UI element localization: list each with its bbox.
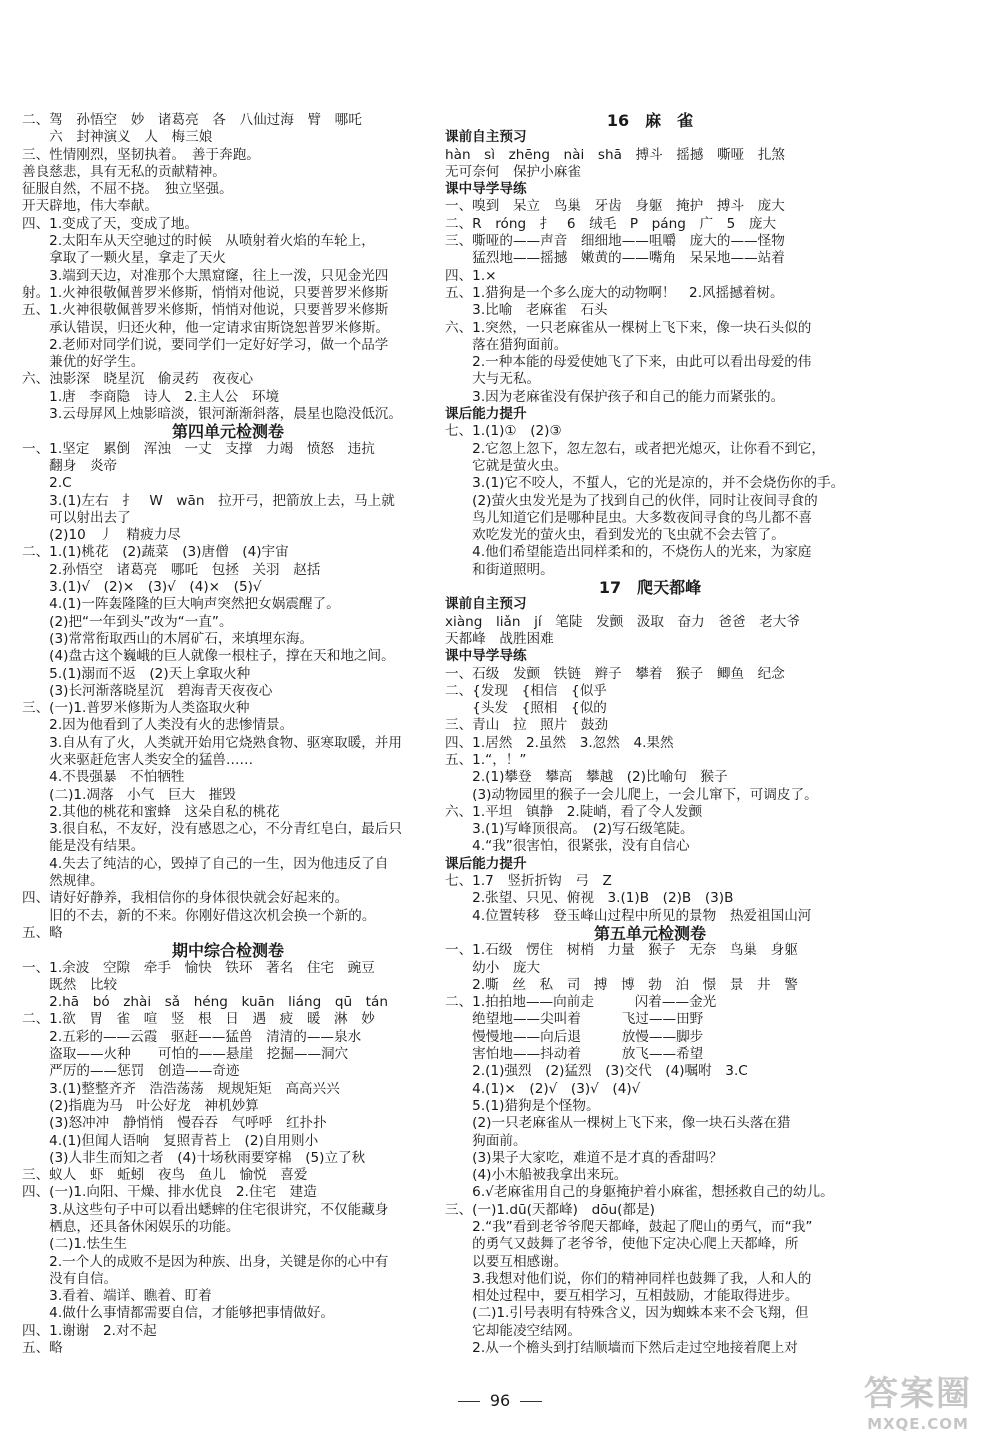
answer-line: 六、1.突然，一只老麻雀从一棵树上飞下来，像一块石头似的 bbox=[445, 319, 812, 336]
answer-line: 2.C bbox=[22, 475, 72, 492]
answer-line: 火来驱赶危害人类安全的猛兽…… bbox=[22, 751, 254, 768]
answer-line: 4.“我”很害怕，很紧张，没有自信心 bbox=[445, 838, 690, 855]
answer-line: 3.我想对他们说，你们的精神同样也鼓舞了我，人和人的 bbox=[445, 1270, 812, 1287]
answer-line: 3.(1)写峰顶很高。 (2)写石级笔陡。 bbox=[445, 821, 694, 838]
answer-line: 相处过程中，要互相学习，互相鼓励，才能取得进步。 bbox=[445, 1288, 799, 1305]
answer-line: 四、1.谢谢 2.对不起 bbox=[22, 1322, 157, 1339]
answer-line: 5.(1)猎狗是个怪物。 bbox=[445, 1097, 600, 1114]
answer-line: 四、(一)1.向阳、干燥、排水优良 2.住宅 建造 bbox=[22, 1184, 317, 1201]
answer-line: 4.做什么事情都需要自信，才能够把事情做好。 bbox=[22, 1305, 335, 1322]
subsection-label: 课前自主预习 bbox=[445, 129, 527, 146]
answer-line: 五、1.火神很敬佩普罗米修斯，悄悄对他说，只要普罗米修斯 bbox=[22, 302, 389, 319]
answer-line: 2.它忽上忽下，忽左忽右，或者把光熄灭，让你看不到它， bbox=[445, 440, 825, 457]
answer-line: hàn sì zhēng nài shā 搏斗 摇撼 嘶哑 扎煞 bbox=[445, 146, 786, 163]
answer-line: 幼小 庞大 bbox=[445, 959, 541, 976]
answer-line: 三、(一)1.dū(天都峰) dōu(都是) bbox=[445, 1201, 655, 1218]
answer-line: 慢慢地——向后退 放慢——脚步 bbox=[445, 1028, 704, 1045]
answer-line: 3.从这些句子中可以看出蟋蟀的住宅很讲究，不仅能藏身 bbox=[22, 1201, 389, 1218]
watermark-title: 答案圈 bbox=[864, 1374, 972, 1414]
answer-line: (3)动物园里的猴子一会儿爬上，一会儿窜下，可调皮了。 bbox=[445, 786, 818, 803]
answer-line: 翻身 炎帝 bbox=[22, 457, 118, 474]
answer-line: 开天辟地，伟大奉献。 bbox=[22, 198, 158, 215]
answer-line: 三、嘶哑的——声音 细细地——咀嚼 庞大的——怪物 bbox=[445, 233, 785, 250]
answer-line: (2)萤火虫发光是为了找到自己的伙伴，同时让夜间寻食的 bbox=[445, 492, 818, 509]
answer-line: (2)指鹿为马 叶公好龙 神机妙算 bbox=[22, 1097, 259, 1114]
answer-line: 2.“我”看到老爷爷爬天都峰，鼓起了爬山的勇气，而“我” bbox=[445, 1219, 813, 1235]
answer-line: (4)盘古这个巍峨的巨人就像一根柱子，撑在天和地之间。 bbox=[22, 648, 395, 665]
answer-line: 它就是萤火虫。 bbox=[445, 457, 568, 474]
answer-line: 七、1.(1)① (2)③ bbox=[445, 423, 562, 440]
answer-line: 三、蚁人 虾 蚯蚓 夜鸟 鱼儿 愉悦 喜爱 bbox=[22, 1167, 308, 1184]
answer-line: 2.(1)强烈 (2)猛烈 (3)交代 (4)嘱咐 3.C bbox=[445, 1063, 748, 1080]
subsection-label: 课后能力提升 bbox=[445, 855, 527, 872]
answer-line: 4.位置转移 登玉峰山过程中所见的景物 热爱祖国山河 bbox=[445, 907, 812, 924]
answer-line: 五、略 bbox=[22, 1340, 63, 1357]
answer-line: 4.他们希望能造出同样柔和的，不烧伤人的光来，为家庭 bbox=[445, 544, 812, 561]
answer-line: (2)一只老麻雀从一棵树上飞下来，像一块石头落在猎 bbox=[445, 1115, 791, 1132]
answer-line: 2.五彩的——云霞 驱赶——猛兽 清清的——泉水 bbox=[22, 1028, 362, 1045]
answer-line: (3)人非生而知之者 (4)十场秋雨要穿棉 (5)立了秋 bbox=[22, 1149, 366, 1166]
answer-line: 六、1.平坦 镇静 2.陡峭，看了令人发颤 bbox=[445, 803, 703, 820]
answer-line: 2.孙悟空 诸葛亮 哪吒 包拯 关羽 赵括 bbox=[22, 561, 321, 578]
answer-line: 善良慈悲，具有无私的贡献精神。 bbox=[22, 163, 226, 180]
answer-line: 二、1.拍拍地——向前走 闪着——金光 bbox=[445, 994, 717, 1011]
answer-line: 4.不畏强暴 不怕牺牲 bbox=[22, 769, 185, 786]
answer-line: 绝望地——尖叫着 飞过——田野 bbox=[445, 1011, 704, 1028]
left-answer-column bbox=[22, 112, 434, 1357]
answer-line: 征服自然，不屈不挠。 独立坚强。 bbox=[22, 181, 233, 198]
answer-line: 四、1.居然 2.虽然 3.忽然 4.果然 bbox=[445, 734, 674, 751]
answer-line: 盗取——火种 可怕的——悬崖 挖掘——洞穴 bbox=[22, 1046, 349, 1063]
answer-line: (二)1.凋落 小气 巨大 摧毁 bbox=[22, 786, 236, 803]
answer-line: 的勇气又鼓舞了老爷爷，使他下定决心爬上天都峰，所 bbox=[445, 1236, 799, 1253]
answer-line: 能是没有结果。 bbox=[22, 838, 145, 855]
answer-line: 5.(1)溺而不返 (2)天上拿取火种 bbox=[22, 665, 251, 682]
answer-line: 6.√老麻雀用自己的身躯掩护着小麻雀，想拯救自己的幼儿。 bbox=[445, 1184, 834, 1201]
answer-line: 射。1.火神很敬佩普罗米修斯，悄悄对他说，只要普罗米修斯 bbox=[22, 284, 389, 301]
answer-line: 鸟儿知道它们是哪种昆虫。大多数夜间寻食的鸟儿都不喜 bbox=[445, 509, 813, 526]
answer-line: 二、1.(1)桃花 (2)蔬菜 (3)唐僧 (4)宇宙 bbox=[22, 544, 289, 561]
answer-line: 七、1.7 竖折折钩 弓 Z bbox=[445, 873, 612, 890]
answer-line: (二)1.怯生生 bbox=[22, 1236, 128, 1253]
answer-line: 一、1.石级 愣住 树梢 力量 猴子 无奈 鸟巢 身躯 bbox=[445, 942, 798, 959]
answer-line: 4.(1)但闻人语响 复照青苔上 (2)自用则小 bbox=[22, 1132, 319, 1149]
answer-line: 四、1.× bbox=[445, 267, 497, 284]
section-heading: 第四单元检测卷 bbox=[171, 423, 284, 441]
answer-line: 一、1.坚定 累倒 浑浊 一丈 支撑 力竭 愤怒 违抗 bbox=[22, 440, 375, 457]
answer-line: 3.(1)它不咬人，不蜇人，它的光是凉的，并不会烧伤你的手。 bbox=[445, 475, 845, 492]
subsection-label: 课中导学导练 bbox=[445, 181, 527, 198]
answer-line: 五、1.猎狗是一个多么庞大的动物啊！ 2.风摇撼着树。 bbox=[445, 284, 784, 301]
answer-line: 承认错误，归还火种，他一定请求宙斯饶恕普罗米修斯。 bbox=[22, 319, 390, 336]
answer-line: 大与无私。 bbox=[445, 371, 541, 388]
answer-line: 二、1.欲 胃 雀 喧 竖 根 日 遇 疲 暖 淋 妙 bbox=[22, 1011, 375, 1028]
answer-line: (3)常常衔取西山的木屑矿石，来填埋东海。 bbox=[22, 630, 314, 647]
answer-line: 然规律。 bbox=[22, 873, 104, 890]
page-number-text: 96 bbox=[489, 1391, 511, 1410]
watermark-logo bbox=[864, 1366, 972, 1433]
page-number bbox=[0, 1391, 1000, 1410]
answer-line: 五、略 bbox=[22, 924, 63, 941]
section-heading: 第五单元检测卷 bbox=[593, 924, 706, 943]
answer-line: 三、青山 拉 照片 鼓劲 bbox=[445, 717, 609, 734]
answer-line: 三、性情刚烈，坚韧执着。 善于奔跑。 bbox=[22, 146, 260, 163]
answer-line: 3.看着、端详、瞧着、盯着 bbox=[22, 1288, 212, 1305]
answer-line: 无可奈何 保护小麻雀 bbox=[445, 163, 581, 180]
answer-line: 2.其他的桃花和蜜蜂 这朵自私的桃花 bbox=[22, 803, 280, 820]
answer-line: 2.hā bó zhài sǎ héng kuān liáng qū tán bbox=[22, 994, 388, 1011]
answer-line: 2.一个人的成败不是因为种族、出身，关键是你的心中有 bbox=[22, 1253, 389, 1270]
answer-line: 2.(1)攀登 攀高 攀越 (2)比喻句 猴子 bbox=[445, 769, 728, 786]
answer-line: 一、嗅到 呆立 鸟巢 牙齿 身躯 掩护 搏斗 庞大 bbox=[445, 198, 785, 215]
answer-line: 3.很自私，不友好，没有感恩之心，不分青红皂白，最后只 bbox=[22, 821, 402, 838]
answer-line: 4.(1)× (2)√ (3)√ (4)√ bbox=[445, 1080, 641, 1097]
answer-line: 六、浊影深 晓星沉 偷灵药 夜夜心 bbox=[22, 371, 254, 388]
page-number-dash-right bbox=[520, 1401, 542, 1402]
answer-line: (3)果子大家吃，难道不是才真的香甜吗？ bbox=[445, 1149, 723, 1166]
answer-line: 2.因为他看到了人类没有火的悲惨情景。 bbox=[22, 717, 294, 734]
answer-line: (3)怒冲冲 静悄悄 慢吞吞 气呼呼 红扑扑 bbox=[22, 1115, 327, 1132]
answer-line: 兼优的好学生。 bbox=[22, 354, 145, 371]
answer-line: 既然 比较 bbox=[22, 976, 118, 993]
answer-line: 2.嘶 丝 私 司 搏 博 勃 泊 憬 景 井 警 bbox=[445, 976, 798, 993]
answer-line: 3.(1)左右 扌 W wān 拉开弓，把箭放上去，马上就 bbox=[22, 492, 395, 509]
page-number-dash-left bbox=[458, 1401, 480, 1402]
right-answer-column bbox=[445, 112, 855, 1357]
answer-line: 4.(1)一阵轰隆隆的巨大响声突然把女娲震醒了。 bbox=[22, 596, 340, 613]
answer-line: 严厉的——惩罚 创造——奇迹 bbox=[22, 1063, 240, 1080]
answer-line: 可以射出去了 bbox=[22, 509, 131, 526]
answer-line: 五、1.“，！” bbox=[445, 751, 527, 768]
answer-line: 3.云母屏风上烛影暗淡，银河渐渐斜落，晨星也隐没低沉。 bbox=[22, 406, 402, 423]
subsection-label: 课中导学导练 bbox=[445, 648, 527, 665]
answer-line: 3.自从有了火，人类就开始用它烧熟食物、驱寒取暖，并用 bbox=[22, 734, 402, 751]
answer-line: 猛烈地——摇撼 嫩黄的——嘴角 呆呆地——站着 bbox=[445, 250, 785, 267]
answer-line: 3.因为老麻雀没有保护孩子和自己的能力而紧张的。 bbox=[445, 388, 785, 405]
answer-line: 一、石级 发颤 铁链 辫子 攀着 猴子 鲫鱼 纪念 bbox=[445, 665, 785, 682]
answer-line: 没有自信。 bbox=[22, 1270, 118, 1287]
answer-line: 二、驾 孙悟空 妙 诸葛亮 各 八仙过海 臂 哪吒 bbox=[22, 112, 362, 128]
answer-line: 和街道照明。 bbox=[445, 561, 554, 578]
answer-line: 1.唐 李商隐 诗人 2.主人公 环境 bbox=[22, 388, 280, 405]
answer-line: 栖息，还具备休闲娱乐的功能。 bbox=[22, 1219, 240, 1235]
answer-line: 欢吃发光的萤火虫，看到发光的飞虫就不会去管了。 bbox=[445, 527, 785, 544]
answer-line: 以要互相感谢。 bbox=[445, 1253, 568, 1270]
answer-line: (3)长河渐落晓星沉 碧海青天夜夜心 bbox=[22, 682, 273, 699]
answer-line: 六 封神演义 人 梅三娘 bbox=[22, 129, 213, 146]
answer-line: 二、R róng 扌 6 绒毛 P páng 广 5 庞大 bbox=[445, 215, 777, 232]
answer-line: 落在猎狗面前。 bbox=[445, 336, 568, 353]
answer-line: 3.比喻 老麻雀 石头 bbox=[445, 302, 608, 319]
answer-line: 2.张望、只见、俯视 3.(1)B (2)B (3)B bbox=[445, 890, 734, 907]
answer-line: 一、1.余波 空隙 牵手 愉快 铁环 著名 住宅 豌豆 bbox=[22, 959, 375, 976]
subsection-label: 课前自主预习 bbox=[445, 596, 527, 613]
answer-line: 3.端到天边，对准那个大黑窟窿，往上一泼，只见金光四 bbox=[22, 267, 389, 284]
answer-line: 狗面前。 bbox=[445, 1132, 527, 1149]
section-heading: 17 爬天都峰 bbox=[598, 579, 702, 597]
answer-line: (2)把“一年到头”改为“一直”。 bbox=[22, 613, 233, 630]
answer-line: (2)10 丿 精疲力尽 bbox=[22, 527, 181, 544]
answer-line: 四、请好好静养，我相信你的身体很快就会好起来的。 bbox=[22, 890, 349, 907]
answer-line: 2.从一个檐头到打结顺墙而下然后走过空地接着爬上对 bbox=[445, 1340, 798, 1357]
answer-line: 它却能凌空结网。 bbox=[445, 1322, 581, 1339]
answer-line: 拿取了一颗火星，拿走了天火 bbox=[22, 250, 226, 267]
answer-line: 3.(1)整整齐齐 浩浩荡荡 规规矩矩 高高兴兴 bbox=[22, 1080, 340, 1097]
watermark-url: MXQE.COM bbox=[867, 1415, 969, 1433]
answer-line: 四、1.变成了天，变成了地。 bbox=[22, 215, 199, 232]
answer-line: (二)1.引号表明有特殊含义，因为蜘蛛本来不会飞翔，但 bbox=[445, 1305, 809, 1322]
answer-line: 4.失去了纯洁的心，毁掉了自己的一生，因为他违反了自 bbox=[22, 855, 389, 872]
answer-line: 2.老师对同学们说，要同学们一定好好学习，做一个品学 bbox=[22, 336, 389, 353]
answer-line: 天都峰 战胜困难 bbox=[445, 630, 554, 647]
answer-line: 二、{发现 {相信 {似乎 bbox=[445, 682, 607, 699]
answer-line: xiàng liǎn jí 笔陡 发颤 汲取 奋力 爸爸 老大爷 bbox=[445, 613, 800, 630]
answer-line: 害怕地——抖动着 放飞——希望 bbox=[445, 1046, 704, 1063]
answer-line: 3.(1)√ (2)× (3)√ (4)× (5)√ bbox=[22, 579, 262, 596]
answer-line: 2.一种本能的母爱使她飞了下来，由此可以看出母爱的伟 bbox=[445, 354, 812, 371]
section-heading: 期中综合检测卷 bbox=[171, 942, 284, 960]
answer-line: 三、(一)1.普罗米修斯为人类盗取火种 bbox=[22, 700, 250, 717]
section-heading: 16 麻 雀 bbox=[606, 112, 694, 130]
answer-line: (4)小木船被我拿出来玩。 bbox=[445, 1167, 628, 1184]
answer-line: 旧的不去，新的不来。你刚好借这次机会换一个新的。 bbox=[22, 907, 376, 924]
answer-line: 2.太阳车从天空驰过的时候 从喷射着火焰的车轮上， bbox=[22, 233, 375, 250]
subsection-label: 课后能力提升 bbox=[445, 406, 527, 423]
answer-line: {头发 {照相 {似的 bbox=[445, 700, 607, 717]
